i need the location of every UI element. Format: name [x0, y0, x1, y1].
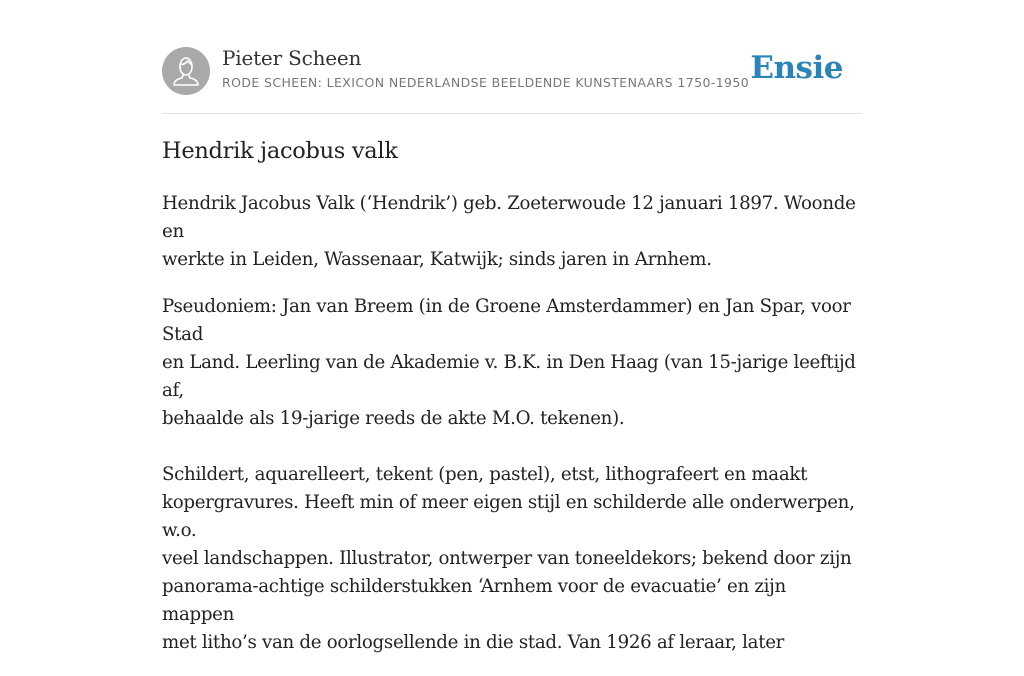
body-paragraph-2: Pseudoniem: Jan van Breem (in de Groene Amsterdammer) en Jan Spar, voor Stad en Land. Leerling van de Akademie v. B.K. in Den Haag (van 15-jarige leeftijd af, behaalde als 19-jarige reeds de akte M.O. tekenen). Schildert, aquarelleert, tekent (pen, pastel), etst, lithografeert en maakt kopergravures. Heeft min of meer eigen stijl en schilderde alle onderwerpen, w.o. veel landschappen. Illustrator, ontwerper van toneeldekors; bekend door zijn panorama-achtige schilderstukken ‘Arnhem voor de evacuatie’ en zijn mappen met litho’s van de oorlogsellende in die stad. Van 1926 af leraar, later: [162, 296, 856, 653]
entry-body: [162, 190, 862, 676]
brand-logo[interactable]: Ensie: [750, 50, 843, 86]
body-paragraph-1: Hendrik Jacobus Valk (‘Hendrik’) geb. Zoeterwoude 12 januari 1897. Woonde en werkte in Leiden, Wassenaar, Katwijk; sinds jaren in Arnhem.: [162, 193, 856, 270]
user-silhouette-icon: [162, 47, 210, 95]
entry-title: Hendrik jacobus valk: [162, 138, 398, 164]
author-name[interactable]: Pieter Scheen: [222, 46, 362, 70]
author-avatar[interactable]: [162, 47, 210, 95]
source-title[interactable]: RODE SCHEEN: LEXICON NEDERLANDSE BEELDENDE KUNSTENAARS 1750-1950: [222, 75, 750, 90]
entry-header: [162, 46, 862, 96]
header-divider: [162, 113, 862, 114]
